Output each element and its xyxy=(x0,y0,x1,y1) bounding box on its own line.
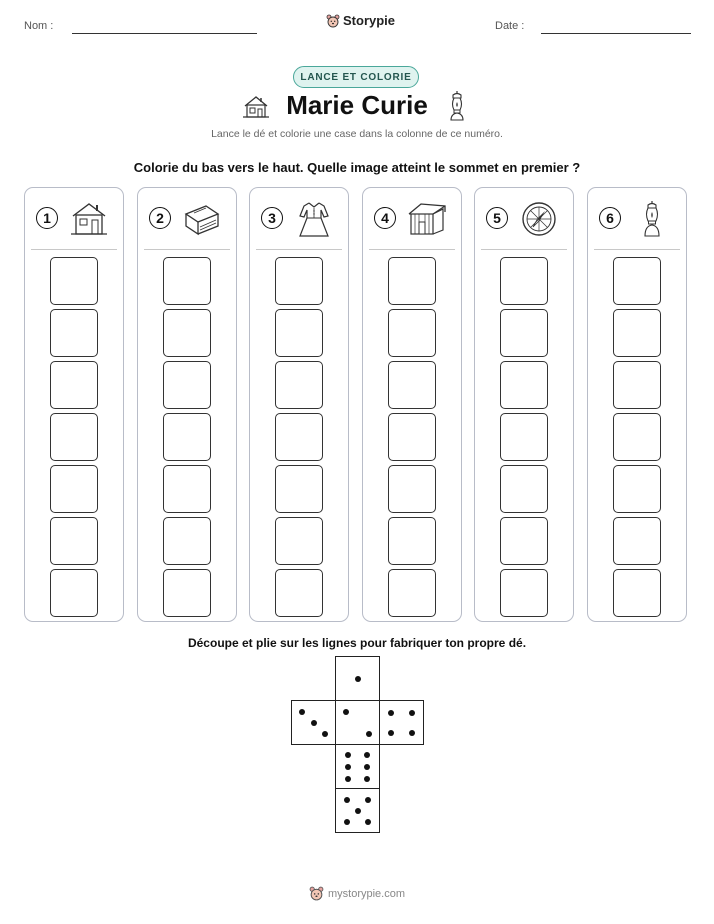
color-cell[interactable] xyxy=(163,569,211,617)
die-pip xyxy=(365,819,371,825)
die-face-6 xyxy=(335,744,380,789)
color-cell[interactable] xyxy=(50,465,98,513)
book-icon xyxy=(182,200,222,238)
die-pip xyxy=(345,776,351,782)
die-pip xyxy=(311,720,317,726)
color-cell[interactable] xyxy=(500,517,548,565)
name-line[interactable] xyxy=(72,33,257,34)
color-cell[interactable] xyxy=(613,361,661,409)
column-number: 4 xyxy=(374,207,396,229)
die-pip xyxy=(388,710,394,716)
wooden-shed-icon xyxy=(407,200,447,238)
die-pip xyxy=(355,808,361,814)
color-cell[interactable] xyxy=(388,413,436,461)
color-cell[interactable] xyxy=(50,569,98,617)
color-cell[interactable] xyxy=(500,361,548,409)
die-pip xyxy=(409,730,415,736)
die-face-3 xyxy=(291,700,336,745)
oil-lamp-icon xyxy=(448,90,466,122)
column-number: 5 xyxy=(486,207,508,229)
storypie-bear-icon xyxy=(326,14,340,28)
column-divider xyxy=(481,249,567,250)
brand-logo xyxy=(326,13,395,28)
die-pip xyxy=(344,797,350,803)
color-cell[interactable] xyxy=(500,257,548,305)
color-cell[interactable] xyxy=(163,361,211,409)
color-cell[interactable] xyxy=(50,257,98,305)
die-pip xyxy=(364,752,370,758)
color-cell[interactable] xyxy=(50,517,98,565)
color-cell[interactable] xyxy=(500,569,548,617)
color-cell[interactable] xyxy=(275,413,323,461)
dress-icon xyxy=(294,200,334,238)
column-6 xyxy=(587,187,687,622)
color-cell[interactable] xyxy=(388,465,436,513)
name-label: Nom : xyxy=(24,20,54,32)
column-number: 2 xyxy=(149,207,171,229)
column-2 xyxy=(137,187,237,622)
die-face-2 xyxy=(335,700,380,745)
color-cell[interactable] xyxy=(613,309,661,357)
die-pip xyxy=(322,731,328,737)
die-pip xyxy=(364,764,370,770)
die-pip xyxy=(388,730,394,736)
color-cell[interactable] xyxy=(613,569,661,617)
house-icon xyxy=(69,200,109,238)
oil-lamp-icon xyxy=(632,200,672,238)
column-3 xyxy=(249,187,349,622)
color-cell[interactable] xyxy=(613,257,661,305)
color-cell[interactable] xyxy=(163,465,211,513)
die-face-1 xyxy=(335,656,380,701)
color-cell[interactable] xyxy=(275,517,323,565)
date-label: Date : xyxy=(495,20,525,32)
column-divider xyxy=(594,249,680,250)
color-cell[interactable] xyxy=(163,517,211,565)
color-cell[interactable] xyxy=(50,361,98,409)
date-line[interactable] xyxy=(541,33,691,34)
column-4 xyxy=(362,187,462,622)
die-pip xyxy=(409,710,415,716)
column-5 xyxy=(474,187,574,622)
color-cell[interactable] xyxy=(388,309,436,357)
brand-name: Storypie xyxy=(343,13,396,28)
die-face-5 xyxy=(335,788,380,833)
color-cell[interactable] xyxy=(275,465,323,513)
color-cell[interactable] xyxy=(50,413,98,461)
color-cell[interactable] xyxy=(163,309,211,357)
color-cell[interactable] xyxy=(613,465,661,513)
die-pip xyxy=(299,709,305,715)
column-divider xyxy=(256,249,342,250)
die-pip xyxy=(366,731,372,737)
color-cell[interactable] xyxy=(500,465,548,513)
footer xyxy=(0,886,714,901)
die-pip xyxy=(365,797,371,803)
color-cell[interactable] xyxy=(275,361,323,409)
color-cell[interactable] xyxy=(388,361,436,409)
column-divider xyxy=(31,249,117,250)
page-title: Marie Curie xyxy=(286,90,428,120)
compass-icon xyxy=(519,200,559,238)
color-cell[interactable] xyxy=(613,517,661,565)
storypie-bear-icon xyxy=(309,886,324,901)
die-pip xyxy=(355,676,361,682)
color-cell[interactable] xyxy=(388,517,436,565)
color-cell[interactable] xyxy=(50,309,98,357)
footer-url[interactable]: mystorypie.com xyxy=(327,887,406,900)
color-cell[interactable] xyxy=(500,413,548,461)
column-number: 6 xyxy=(599,207,621,229)
color-cell[interactable] xyxy=(163,257,211,305)
color-cell[interactable] xyxy=(275,257,323,305)
column-number: 1 xyxy=(36,207,58,229)
die-pip xyxy=(345,764,351,770)
column-divider xyxy=(369,249,455,250)
color-cell[interactable] xyxy=(500,309,548,357)
color-cell[interactable] xyxy=(275,569,323,617)
die-pip xyxy=(343,709,349,715)
die-pip xyxy=(364,776,370,782)
color-cell[interactable] xyxy=(613,413,661,461)
color-cell[interactable] xyxy=(163,413,211,461)
die-pip xyxy=(344,819,350,825)
cut-instruction: Découpe et plie sur les lignes pour fabriquer ton propre dé. xyxy=(187,636,527,650)
color-cell[interactable] xyxy=(388,569,436,617)
color-cell[interactable] xyxy=(275,309,323,357)
instruction: Colorie du bas vers le haut. Quelle image atteint le sommet en premier ? xyxy=(133,160,581,175)
column-1 xyxy=(24,187,124,622)
color-cell[interactable] xyxy=(388,257,436,305)
die-face-4 xyxy=(379,700,424,745)
column-number: 3 xyxy=(261,207,283,229)
die-pip xyxy=(345,752,351,758)
column-divider xyxy=(144,249,230,250)
subtitle: Lance le dé et colorie une case dans la colonne de ce numéro. xyxy=(211,128,503,140)
activity-badge: LANCE ET COLORIE xyxy=(293,66,419,88)
